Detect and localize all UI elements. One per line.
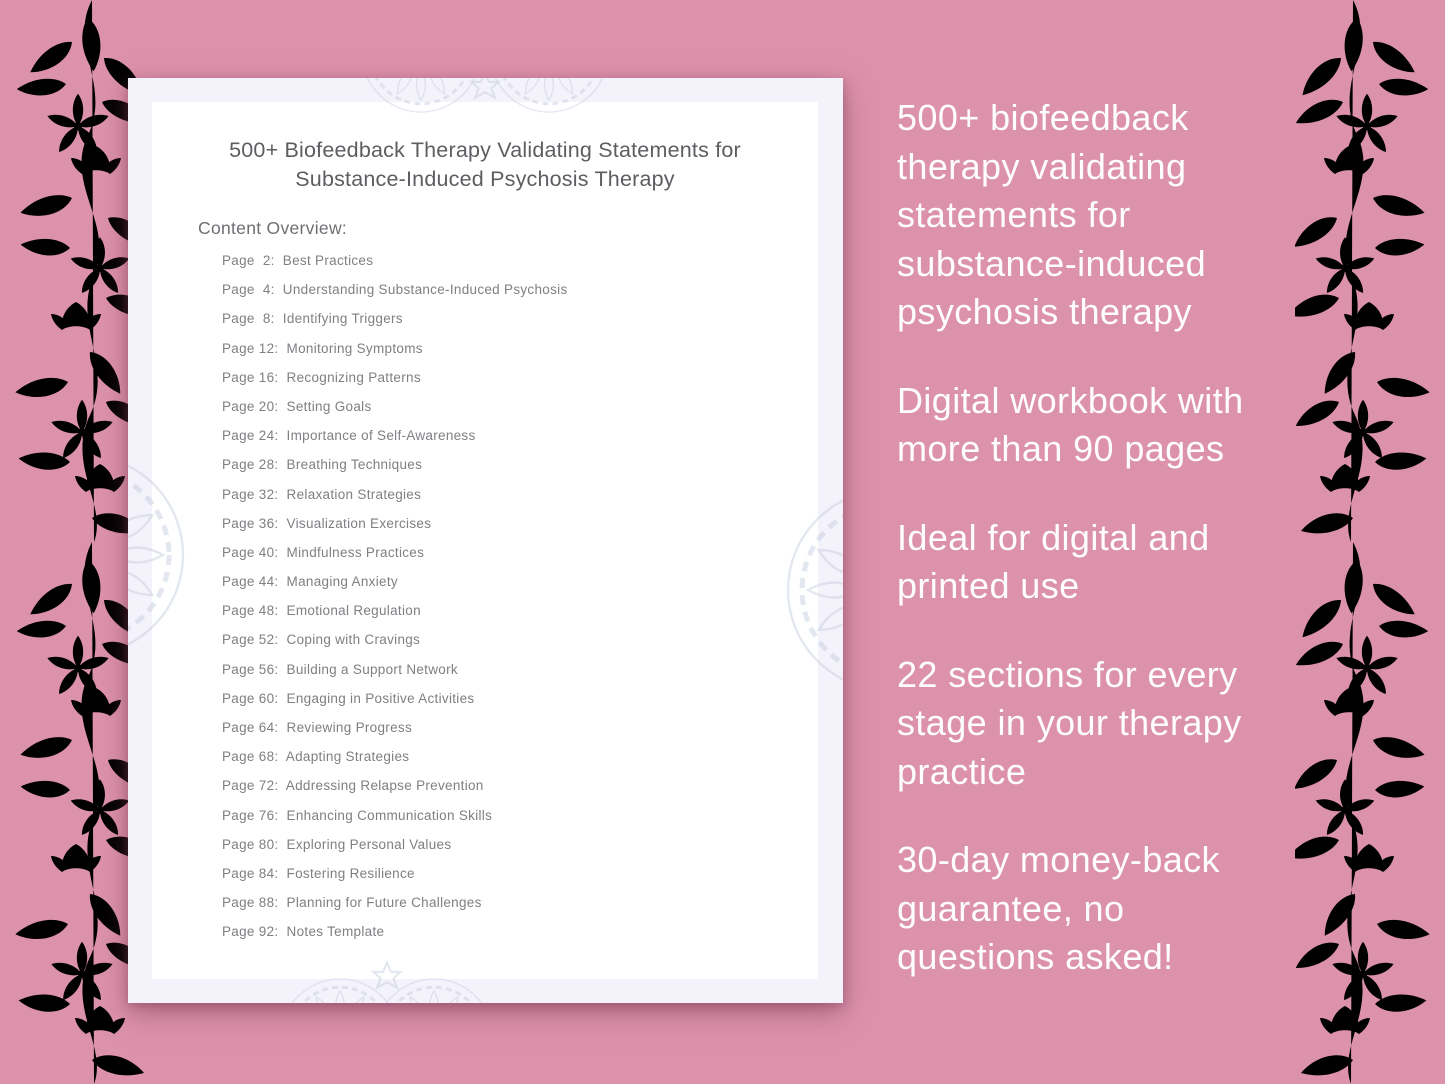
toc-item: Page 48: Emotional Regulation — [222, 603, 421, 619]
marketing-line: 30-day money-back — [897, 839, 1220, 880]
marketing-point — [897, 377, 1357, 474]
toc-item: Page 84: Fostering Resilience — [222, 865, 415, 881]
toc-item: Page 56: Building a Support Network — [222, 661, 458, 677]
toc-item: Page 2: Best Practices — [222, 253, 374, 268]
toc-item: Page 92: Notes Template — [222, 924, 385, 940]
star-ornament-icon — [467, 78, 503, 104]
marketing-line: practice — [897, 750, 1027, 792]
toc-item: Page 64: Reviewing Progress — [222, 720, 412, 735]
toc-item: Page 8: Identifying Triggers — [222, 311, 403, 327]
toc-item: Page 80: Exploring Personal Values — [222, 836, 452, 852]
toc-item: Page 20: Setting Goals — [222, 398, 372, 414]
workbook-page — [128, 78, 843, 1003]
marketing-line: 22 sections for every — [897, 653, 1238, 695]
page-content — [152, 102, 818, 979]
content-overview-heading: Content Overview: — [198, 218, 348, 238]
toc-item: Page 88: Planning for Future Challenges — [222, 895, 482, 911]
toc-item: Page 44: Managing Anxiety — [222, 574, 398, 590]
marketing-point — [897, 651, 1357, 797]
mandala-ornament-icon — [278, 976, 402, 1003]
toc-item: Page 60: Engaging in Positive Activities — [222, 690, 475, 706]
toc-item: Page 4: Understanding Substance-Induced Psychosis — [222, 282, 568, 298]
toc-item: Page 12: Monitoring Symptoms — [222, 340, 423, 356]
marketing-line: psychosis therapy — [897, 291, 1192, 332]
marketing-line: Digital workbook with — [897, 379, 1244, 421]
marketing-line: Ideal for digital and — [897, 516, 1210, 558]
toc-item: Page 36: Visualization Exercises — [222, 515, 432, 531]
mandala-ornament-icon — [372, 976, 496, 1003]
toc-item: Page 28: Breathing Techniques — [222, 457, 423, 473]
toc-item: Page 76: Enhancing Communication Skills — [222, 807, 493, 823]
toc-item: Page 16: Recognizing Patterns — [222, 369, 421, 385]
marketing-line: 500+ biofeedback — [897, 97, 1189, 138]
toc-item: Page 72: Addressing Relapse Prevention — [222, 778, 484, 794]
toc-item: Page 40: Mindfulness Practices — [222, 544, 425, 560]
toc-item: Page 24: Importance of Self-Awareness — [222, 428, 476, 444]
toc-item: Page 68: Adapting Strategies — [222, 749, 410, 765]
marketing-line: therapy validating — [897, 145, 1187, 187]
marketing-line: questions asked! — [897, 936, 1174, 977]
marketing-panel — [897, 94, 1357, 1022]
marketing-point — [897, 94, 1357, 337]
toc-item: Page 32: Relaxation Strategies — [222, 486, 422, 502]
toc-item: Page 52: Coping with Cravings — [222, 632, 421, 648]
marketing-point — [897, 836, 1357, 982]
toc-list — [222, 246, 818, 947]
marketing-point — [897, 514, 1357, 611]
page-title: 500+ Biofeedback Therapy Validating Statements for Substance-Induced Psychosis Therapy — [229, 138, 741, 191]
marketing-line: statements for — [897, 194, 1131, 235]
marketing-line: stage in your therapy — [897, 702, 1242, 743]
marketing-line: more than 90 pages — [897, 428, 1225, 469]
marketing-line: printed use — [897, 565, 1080, 606]
marketing-line: substance-induced — [897, 242, 1207, 284]
marketing-line: guarantee, no — [897, 887, 1125, 929]
